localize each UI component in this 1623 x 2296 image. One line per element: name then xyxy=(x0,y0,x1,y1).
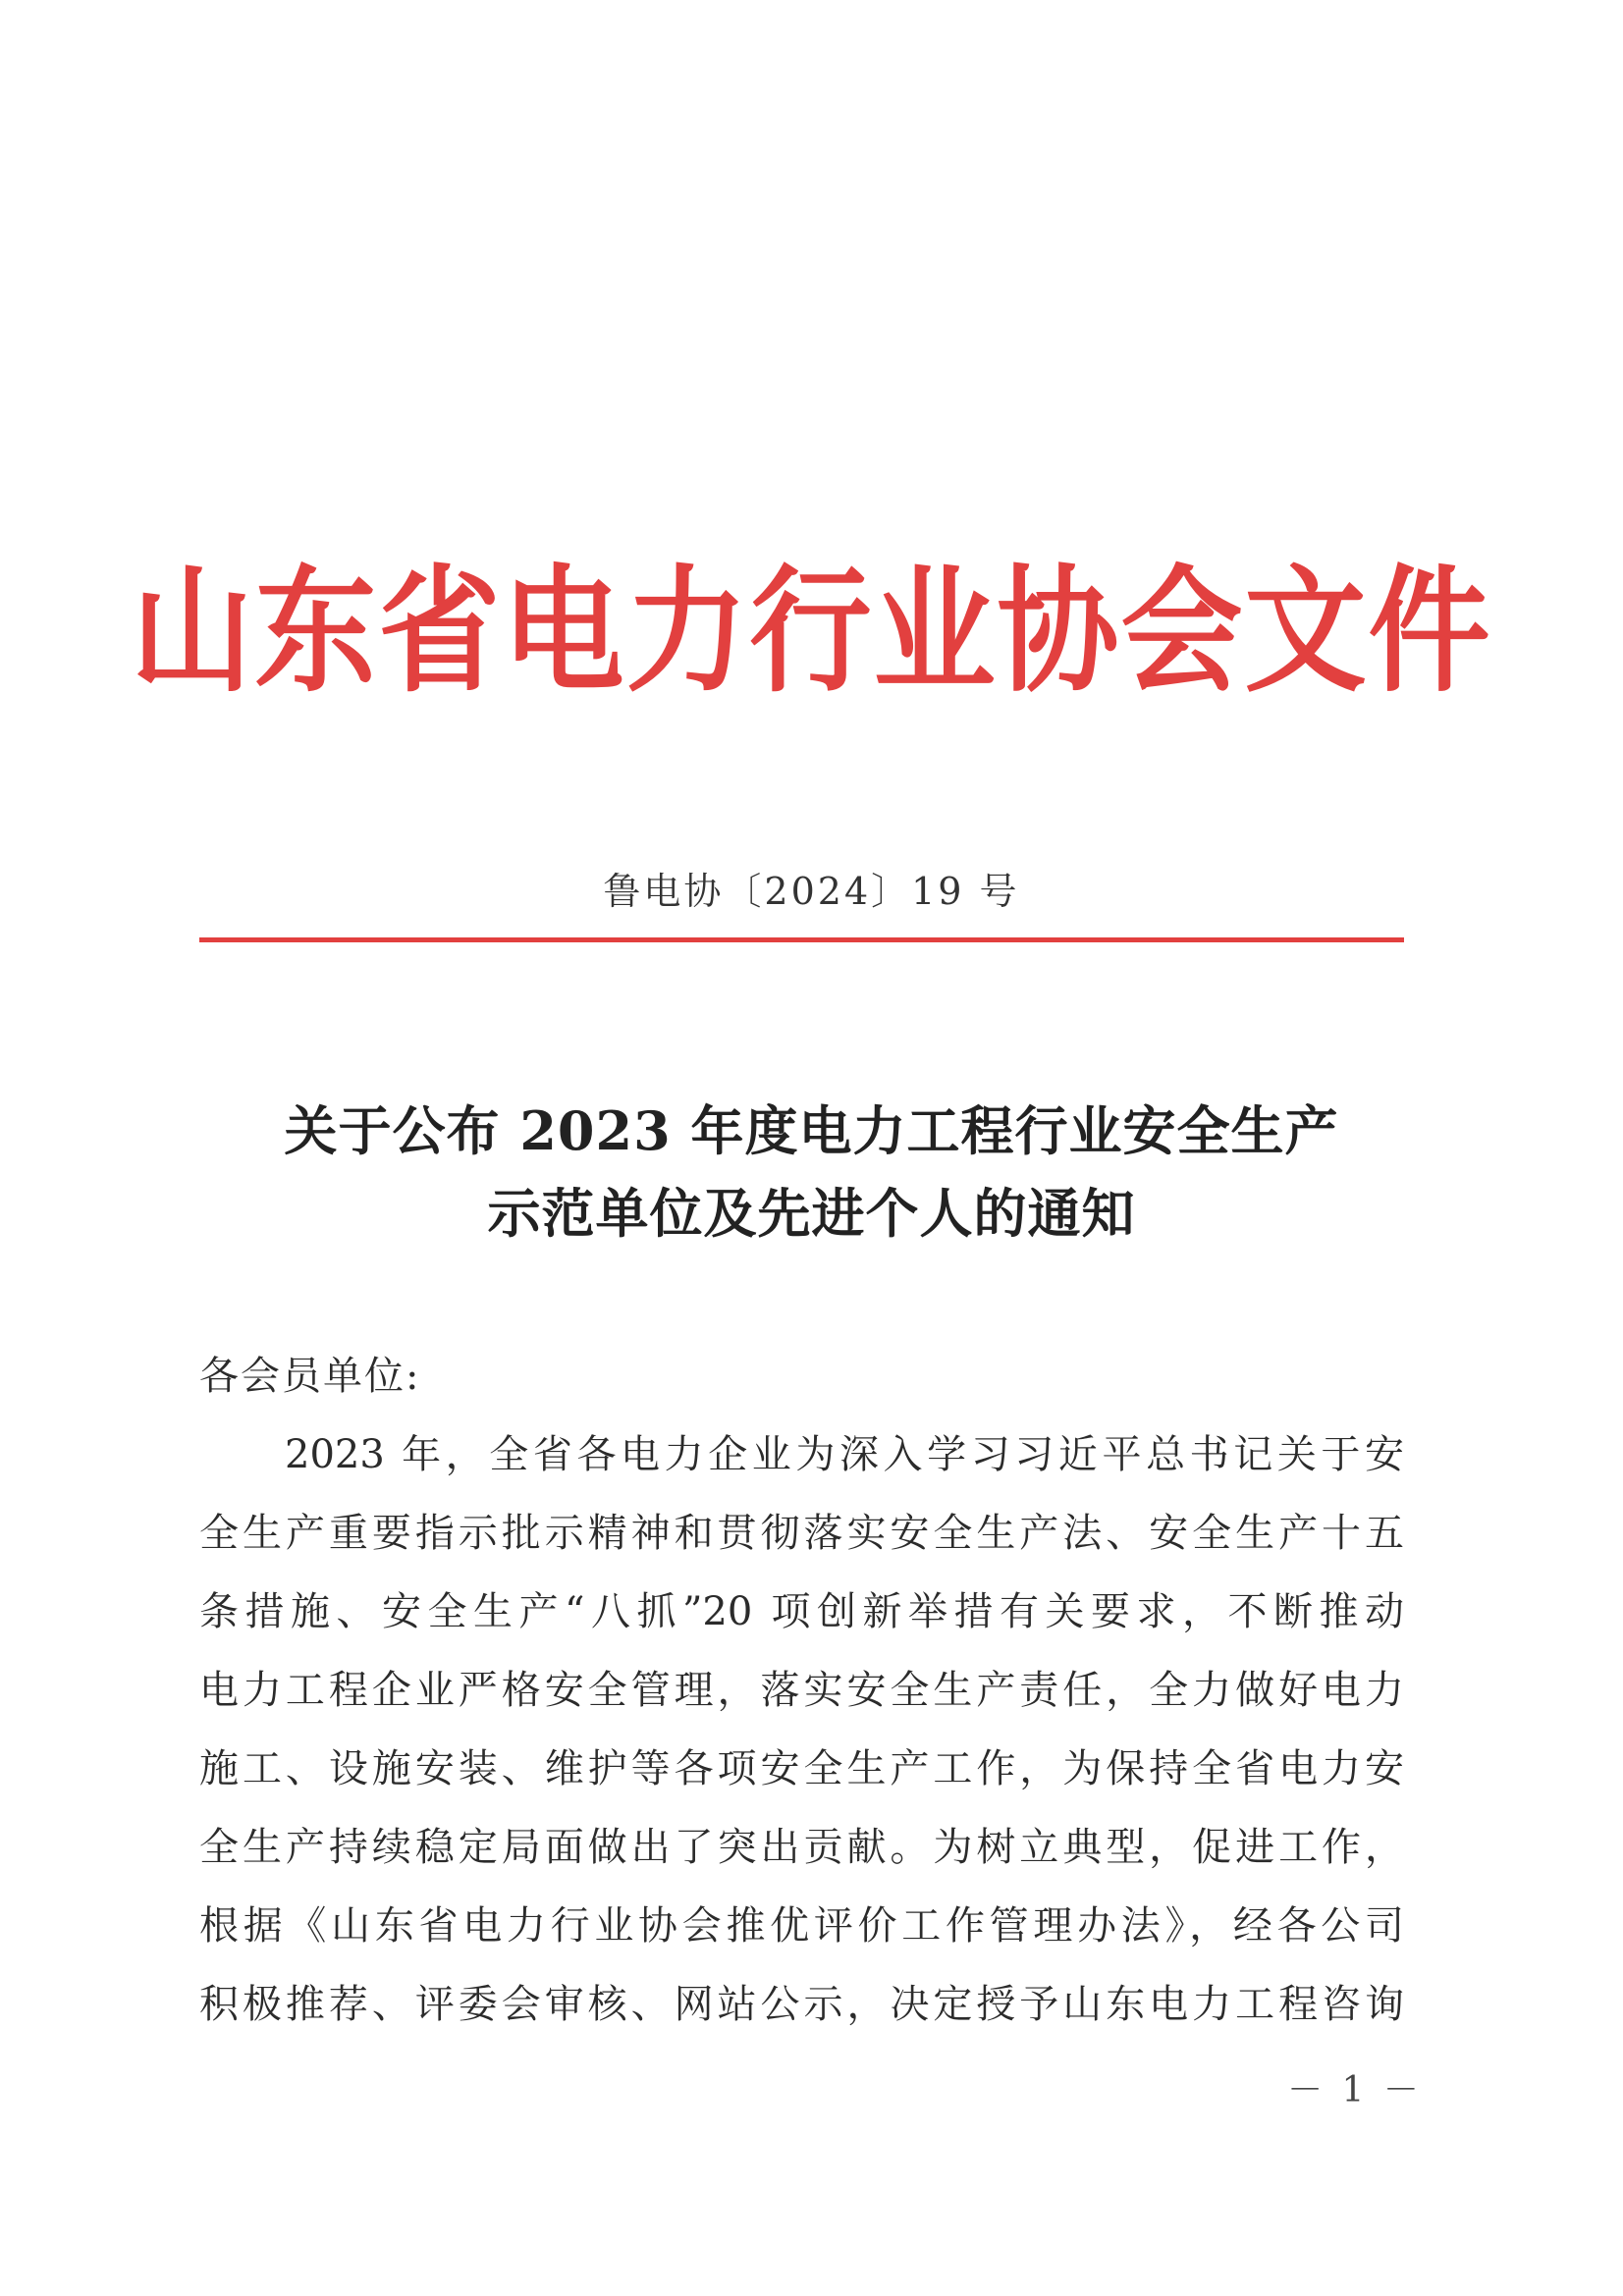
masthead-title: 山东省电力行业协会文件 xyxy=(131,553,1492,712)
body-line: 积极推荐、评委会审核、网站公示，决定授予山东电力工程咨询 xyxy=(199,1982,1404,2027)
body-line: 全生产重要指示批示精神和贯彻落实安全生产法、安全生产十五 xyxy=(199,1511,1404,1556)
body-line: 2023 年，全省各电力企业为深入学习习近平总书记关于安 xyxy=(285,1432,1404,1477)
body-line: 施工、设施安装、维护等各项安全生产工作，为保持全省电力安 xyxy=(199,1746,1404,1791)
page-number: － 1 － xyxy=(1287,2070,1423,2110)
body-line: 全生产持续稳定局面做出了突出贡献。为树立典型，促进工作， xyxy=(199,1825,1404,1870)
document-number: 鲁电协〔2024〕19 号 xyxy=(603,870,1020,913)
body-line: 根据《山东省电力行业协会推优评价工作管理办法》，经各公司 xyxy=(199,1903,1404,1949)
notice-title-line-1: 关于公布 2023 年度电力工程行业安全生产 xyxy=(284,1099,1339,1162)
body-line: 电力工程企业严格安全管理，落实安全生产责任，全力做好电力 xyxy=(199,1668,1404,1713)
salutation: 各会员单位: xyxy=(199,1354,421,1399)
body-line: 条措施、安全生产“八抓”20 项创新举措有关要求，不断推动 xyxy=(199,1589,1404,1634)
notice-title-line-2: 示范单位及先进个人的通知 xyxy=(487,1182,1136,1245)
red-divider xyxy=(199,937,1404,942)
